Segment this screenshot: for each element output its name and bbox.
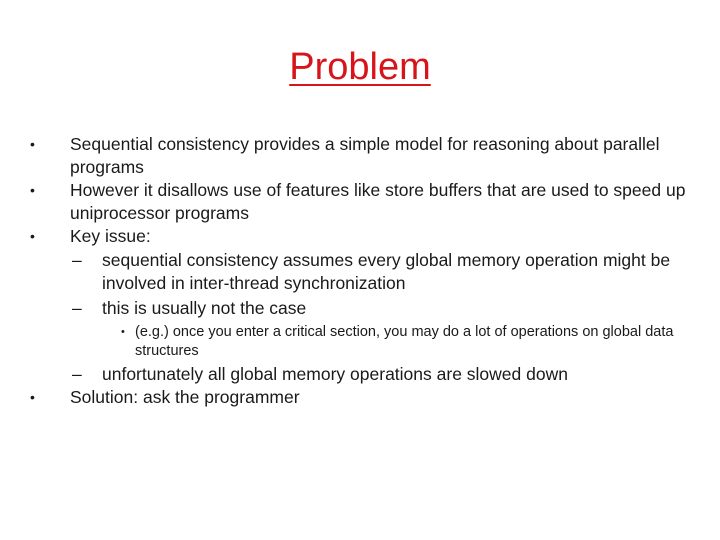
- sub-bullet-item: [30, 297, 690, 320]
- slide-title-text: Problem: [289, 46, 431, 88]
- bullet-item: [30, 133, 690, 179]
- sub-bullet-item: [30, 363, 690, 386]
- bullet-text: However it disallows use of features like store buffers that are used to speed up uniprocessor programs: [70, 180, 686, 223]
- sub-bullet-text: sequential consistency assumes every global memory operation might be involved in inter-thread synchronization: [102, 250, 671, 293]
- bullet-icon: •: [30, 136, 35, 152]
- sub-bullet-item: [30, 249, 690, 295]
- bullet-item: [30, 179, 690, 225]
- dash-icon: –: [72, 250, 82, 270]
- bullet-text: Solution: ask the programmer: [70, 387, 300, 407]
- sub-bullet-text: unfortunately all global memory operations are slowed down: [102, 364, 568, 384]
- bullet-text: Sequential consistency provides a simple model for reasoning about parallel programs: [70, 134, 660, 177]
- dash-icon: –: [72, 364, 82, 384]
- dash-icon: –: [72, 298, 82, 318]
- sub-sub-bullet-text: (e.g.) once you enter a critical section, you may do a lot of operations on global data structures: [135, 324, 674, 359]
- sub-bullet-text: this is usually not the case: [102, 298, 307, 318]
- bullet-icon: •: [121, 326, 125, 338]
- slide-title: [0, 42, 720, 92]
- bullet-item: [30, 225, 690, 248]
- bullet-icon: •: [30, 228, 35, 244]
- sub-sub-bullet-item: [30, 323, 690, 361]
- bullet-icon: •: [30, 389, 35, 405]
- bullet-text: Key issue:: [70, 226, 151, 246]
- bullet-item: [30, 386, 690, 409]
- bullet-icon: •: [30, 182, 35, 198]
- slide-body: [30, 133, 690, 409]
